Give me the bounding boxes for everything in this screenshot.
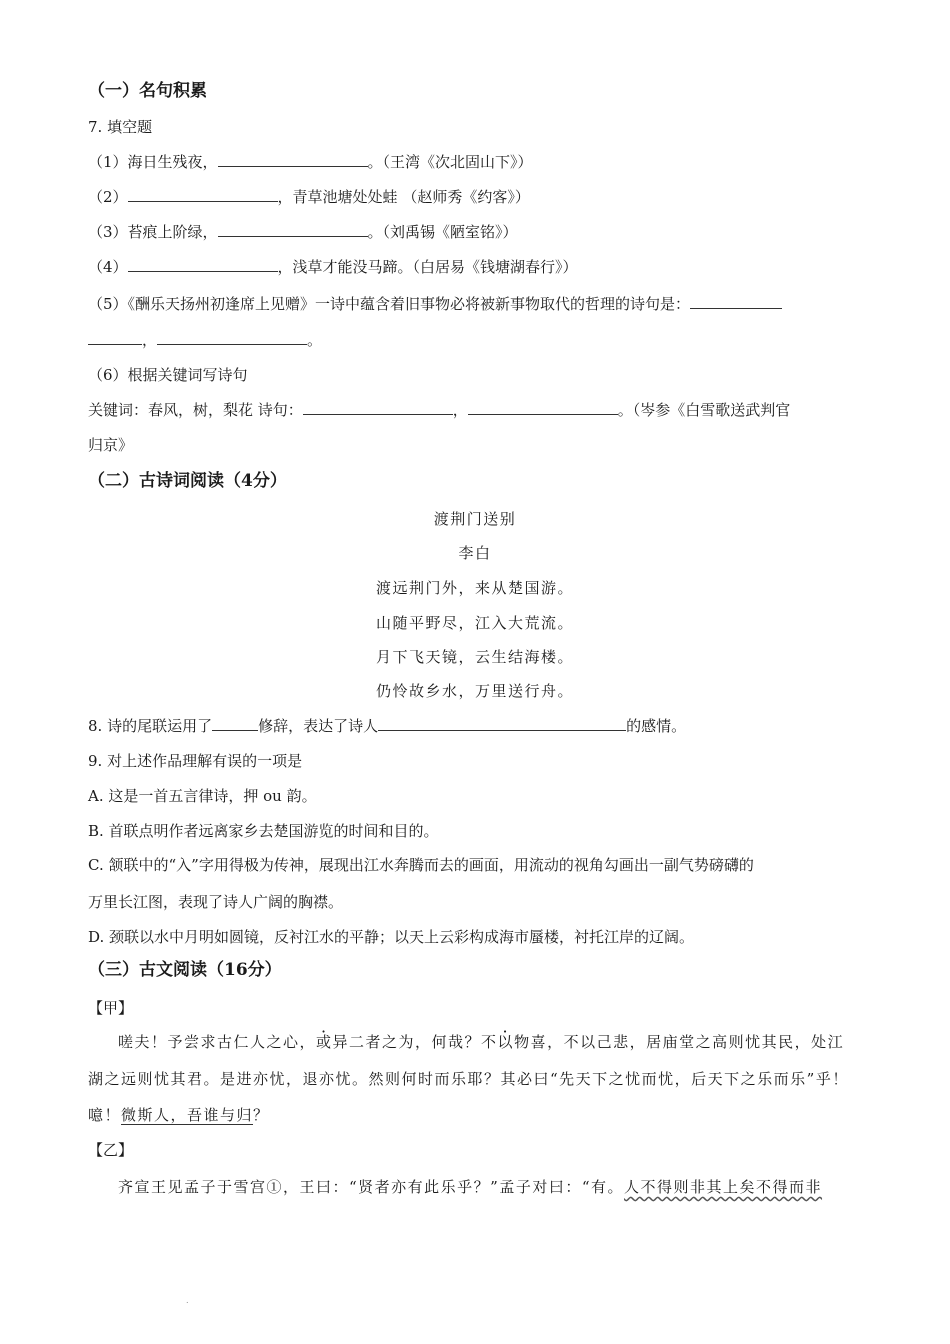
poem-line: 仍怜故乡水，万里送行舟。 <box>375 682 574 700</box>
question-7: 7. 填空题 <box>88 118 153 136</box>
passage-yi-line-1: 齐宣王见孟子于雪宫①，王曰：“贤者亦有此乐乎？”孟子对曰：“有。人不得则非其上矣不得而非 <box>118 1178 823 1196</box>
poem-line: 渡远荆门外，来从楚国游。 <box>375 579 574 597</box>
section-one-title: （一）名句积累 <box>88 81 207 101</box>
option-b[interactable]: B. 首联点明作者远离家乡去楚国游览的时间和目的。 <box>88 822 439 840</box>
poem-line: 山随平野尽，江入大荒流。 <box>375 614 574 632</box>
question-9: 9. 对上述作品理解有误的一项是 <box>88 752 303 770</box>
answer-blank[interactable] <box>468 399 618 415</box>
section-two-title: （二）古诗词阅读（4分） <box>88 471 287 491</box>
poem-title: 渡荆门送别 <box>433 510 517 528</box>
section-three-title: （三）古文阅读（16分） <box>88 960 282 980</box>
answer-blank[interactable] <box>212 715 258 731</box>
answer-blank[interactable] <box>690 293 782 309</box>
fill-item-5: （5）《酬乐天扬州初逢席上见赠》一诗中蕴含着旧事物必将被新事物取代的哲理的诗句是： <box>88 293 782 315</box>
passage-jia-line-1: 嗟夫！予尝求古仁人之心，或异二者之为，何哉？不以物喜，不以己悲，居庙堂之高则忧其民，处江 <box>118 1033 845 1051</box>
answer-blank[interactable] <box>218 221 368 237</box>
answer-blank[interactable] <box>128 186 278 202</box>
answer-blank[interactable] <box>88 329 142 345</box>
option-a[interactable]: A. 这是一首五言律诗，押 ou 韵。 <box>88 787 317 805</box>
poem-author: 李白 <box>458 544 492 562</box>
fill-item-5-cont: ， 。 <box>88 329 322 351</box>
answer-blank[interactable] <box>128 256 278 272</box>
footer-mark: . <box>186 1296 189 1305</box>
option-c[interactable]: C. 颔联中的“入”字用得极为传神，展现出江水奔腾而去的画面，用流动的视角勾画出一副气势磅礴的 <box>88 856 754 874</box>
passage-yi-label: 【乙】 <box>88 1141 134 1159</box>
passage-jia-line-3: 噫！微斯人，吾谁与归？ <box>88 1106 270 1124</box>
poem-line: 月下飞天镜，云生结海楼。 <box>375 648 574 666</box>
answer-blank[interactable] <box>378 715 626 731</box>
answer-blank[interactable] <box>303 399 453 415</box>
fill-item-4: （4） ，浅草才能没马蹄。（白居易《钱塘湖春行》） <box>88 258 578 276</box>
fill-item-1: （1）海日生残夜， 。（王湾《次北固山下》） <box>88 153 533 171</box>
question-8: 8. 诗的尾联运用了 修辞，表达了诗人 的感情。 <box>88 717 687 735</box>
answer-blank[interactable] <box>157 329 307 345</box>
keyword-line-cont: 归京》 <box>88 436 134 454</box>
fill-item-2: （2） ，青草池塘处处蛙 （赵师秀《约客》） <box>88 188 530 206</box>
answer-blank[interactable] <box>218 151 368 167</box>
passage-jia-line-2: 湖之远则忧其君。是进亦忧，退亦忧。然则何时而乐耶？其必曰“先天下之忧而忧，后天下之乐而乐”乎！ <box>88 1070 849 1088</box>
option-c-cont: 万里长江图，表现了诗人广阔的胸襟。 <box>88 893 344 911</box>
fill-item-6: （6）根据关键词写诗句 <box>88 366 248 384</box>
underlined-sentence: 微斯人，吾谁与归 <box>121 1106 254 1124</box>
option-d[interactable]: D. 颈联以水中月明如圆镜，反衬江水的平静；以天上云彩构成海市蜃楼，衬托江岸的辽阔。 <box>88 928 695 946</box>
keyword-line: 关键词：春风，树，梨花 诗句： ， 。（岑参《白雪歌送武判官 <box>88 401 791 419</box>
fill-item-3: （3）苔痕上阶绿， 。（刘禹锡《陋室铭》） <box>88 223 518 241</box>
wavy-underlined-sentence: 人不得则非其上矣不得而非 <box>624 1178 823 1196</box>
passage-jia-label: 【甲】 <box>88 999 134 1017</box>
